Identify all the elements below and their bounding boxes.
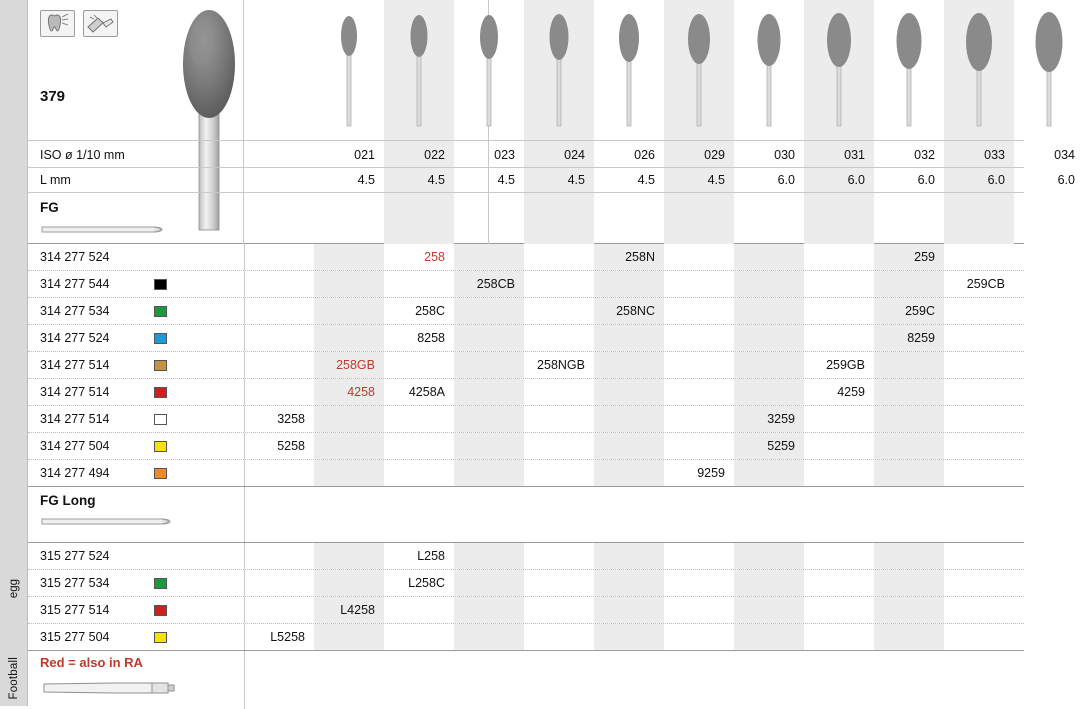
fg-long-label: FG Long <box>40 493 96 508</box>
cell-band <box>244 406 1024 432</box>
cell <box>454 325 524 351</box>
header-rule <box>28 140 1024 141</box>
ra-shank-icon <box>40 679 188 702</box>
color-swatch <box>154 632 167 643</box>
reference-number: 314 277 544 <box>40 277 110 291</box>
cell <box>314 624 384 650</box>
cell <box>384 624 454 650</box>
cell <box>664 543 734 569</box>
cell: 258NGB <box>537 358 585 372</box>
cell <box>314 271 384 297</box>
cell <box>664 406 734 432</box>
cell: 258NC <box>594 298 664 324</box>
cell <box>874 624 944 650</box>
iso-value: 023 <box>494 148 515 162</box>
cell <box>804 406 874 432</box>
size-column <box>734 0 804 244</box>
table-row[interactable] <box>28 379 1024 406</box>
cell <box>874 433 944 459</box>
size-column <box>594 0 664 244</box>
side-tab-football: Football <box>8 657 20 700</box>
cell-band <box>244 433 1024 459</box>
cell <box>664 244 734 270</box>
cell <box>594 597 664 623</box>
size-column <box>384 0 454 244</box>
tooth-icon <box>40 10 75 37</box>
reference-number: 315 277 514 <box>40 603 110 617</box>
cell: 3259 <box>734 406 804 432</box>
size-column <box>524 0 594 244</box>
cell <box>524 597 594 623</box>
big-bur-illustration <box>173 8 245 243</box>
length-value: 4.5 <box>427 173 445 187</box>
cell <box>944 570 1014 596</box>
cell <box>734 624 804 650</box>
cell: 259GB <box>826 358 865 372</box>
cell <box>524 379 594 405</box>
cell <box>664 379 734 405</box>
iso-value: 026 <box>634 148 655 162</box>
cell: 4258 <box>314 379 384 405</box>
cell: 259C <box>874 298 944 324</box>
length-value: 6.0 <box>847 173 865 187</box>
table-row[interactable] <box>28 570 1024 597</box>
color-swatch <box>154 441 167 452</box>
cell <box>804 271 874 297</box>
cell <box>244 325 314 351</box>
cell-band <box>244 624 1024 650</box>
length-label: L mm <box>40 173 71 187</box>
cell <box>524 624 594 650</box>
cell <box>804 543 874 569</box>
bur-illustration <box>825 10 853 135</box>
table-row[interactable] <box>28 406 1024 433</box>
cell <box>734 570 804 596</box>
color-swatch <box>154 578 167 589</box>
cell <box>314 543 384 569</box>
cell <box>874 379 944 405</box>
color-swatch <box>154 414 167 425</box>
sheet <box>28 0 1075 706</box>
size-columns <box>244 0 1075 244</box>
cell <box>454 460 524 486</box>
cell <box>244 298 314 324</box>
cell <box>524 433 594 459</box>
reference-number: 314 277 514 <box>40 385 110 399</box>
cell: 4259 <box>837 385 865 399</box>
cell <box>944 433 1014 459</box>
length-value: 4.5 <box>357 173 375 187</box>
iso-value: 033 <box>984 148 1005 162</box>
bur-illustration <box>686 10 712 135</box>
reference-number: 315 277 534 <box>40 576 110 590</box>
cell <box>944 460 1014 486</box>
cell <box>244 460 314 486</box>
cell: 259 <box>874 244 944 270</box>
cell <box>594 325 664 351</box>
color-swatch <box>154 387 167 398</box>
cell: L4258 <box>314 597 384 623</box>
table-row[interactable] <box>28 433 1024 460</box>
cell <box>594 624 664 650</box>
iso-value: 032 <box>914 148 935 162</box>
cell <box>874 271 944 297</box>
color-swatch <box>154 333 167 344</box>
iso-value: 031 <box>844 148 865 162</box>
cell: 258N <box>594 244 664 270</box>
cell <box>734 379 804 405</box>
cell <box>944 406 1014 432</box>
cell: 258C <box>415 304 445 318</box>
cell-band <box>244 379 1024 405</box>
cell <box>454 543 524 569</box>
cell <box>454 597 524 623</box>
cell-band <box>244 543 1024 569</box>
cell <box>804 298 874 324</box>
cell <box>664 597 734 623</box>
cell <box>454 624 524 650</box>
bur-illustration <box>478 10 500 135</box>
red-note: Red = also in RA <box>40 655 143 670</box>
cell <box>734 244 804 270</box>
shape-number: 379 <box>40 88 66 105</box>
cell <box>734 298 804 324</box>
reference-number: 314 277 524 <box>40 331 110 345</box>
table-row[interactable] <box>28 624 1024 651</box>
cell-band <box>244 352 1024 378</box>
cell <box>874 543 944 569</box>
cell: 8258 <box>417 331 445 345</box>
cell <box>594 460 664 486</box>
cell <box>664 271 734 297</box>
cell: 258 <box>424 250 445 264</box>
cell <box>314 406 384 432</box>
cell <box>664 352 734 378</box>
cell: 4258A <box>408 385 445 399</box>
cell <box>524 570 594 596</box>
cell <box>244 244 314 270</box>
cell <box>314 433 384 459</box>
length-value: 6.0 <box>777 173 795 187</box>
color-swatch <box>154 605 167 616</box>
cell <box>524 460 594 486</box>
length-value: 6.0 <box>1057 173 1075 187</box>
color-swatch <box>154 360 167 371</box>
reference-number: 314 277 534 <box>40 304 110 318</box>
cell <box>454 570 524 596</box>
cell <box>944 543 1014 569</box>
fg-section-label: FG <box>40 200 59 215</box>
cell: 258CB <box>454 271 524 297</box>
fg-long-shank-icon <box>40 515 180 533</box>
header <box>28 0 1075 244</box>
cell <box>734 460 804 486</box>
length-value: 4.5 <box>567 173 585 187</box>
cell <box>874 597 944 623</box>
cell <box>804 624 874 650</box>
cell-band <box>244 570 1024 596</box>
cell <box>664 325 734 351</box>
cell <box>524 244 594 270</box>
length-value: 4.5 <box>637 173 655 187</box>
cell: L258 <box>417 549 445 563</box>
cell <box>384 271 454 297</box>
length-value: 6.0 <box>987 173 1005 187</box>
cell <box>944 352 1014 378</box>
iso-value: 021 <box>354 148 375 162</box>
side-tab-egg: egg <box>8 578 20 598</box>
bur-illustration <box>548 10 570 135</box>
table-row[interactable] <box>28 271 1024 298</box>
size-column <box>664 0 734 244</box>
side-tab-strip <box>0 0 28 706</box>
cell-band <box>244 460 1024 486</box>
bur-illustration <box>408 10 430 135</box>
cell <box>384 433 454 459</box>
cell <box>244 597 314 623</box>
cell <box>314 298 384 324</box>
iso-value: 029 <box>704 148 725 162</box>
cell <box>454 379 524 405</box>
iso-value: 030 <box>774 148 795 162</box>
cell <box>384 460 454 486</box>
cell <box>594 570 664 596</box>
cell <box>594 406 664 432</box>
table-row[interactable] <box>28 543 1024 570</box>
cell <box>314 460 384 486</box>
cell <box>454 298 524 324</box>
cell <box>804 325 874 351</box>
cell <box>524 543 594 569</box>
cell <box>244 379 314 405</box>
cell <box>594 271 664 297</box>
size-column <box>314 0 384 244</box>
iso-value: 022 <box>424 148 445 162</box>
cell <box>944 379 1014 405</box>
cell <box>524 298 594 324</box>
cell <box>734 352 804 378</box>
cell <box>384 597 454 623</box>
cell <box>944 597 1014 623</box>
cell <box>454 433 524 459</box>
cell-band <box>244 651 1024 709</box>
cell <box>244 271 314 297</box>
cell <box>804 597 874 623</box>
bur-illustration <box>1033 10 1065 135</box>
cell: L5258 <box>270 630 305 644</box>
fg-shank-icon <box>40 222 180 241</box>
cell <box>454 244 524 270</box>
size-column <box>944 0 1014 244</box>
cell: 5259 <box>734 433 804 459</box>
cell-band <box>244 298 1024 324</box>
length-value: 4.5 <box>497 173 515 187</box>
cell-band <box>244 244 1024 270</box>
cell: 3258 <box>277 412 305 426</box>
cell <box>874 570 944 596</box>
length-value: 4.5 <box>707 173 725 187</box>
cell <box>594 433 664 459</box>
cell <box>664 570 734 596</box>
cell <box>314 244 384 270</box>
cell <box>944 298 1014 324</box>
cell <box>664 433 734 459</box>
cell: 259CB <box>966 277 1005 291</box>
color-swatch <box>154 306 167 317</box>
cell <box>454 352 524 378</box>
iso-value: 034 <box>1054 148 1075 162</box>
cell <box>524 406 594 432</box>
size-column <box>804 0 874 244</box>
cell <box>944 325 1014 351</box>
cell <box>594 379 664 405</box>
cell <box>244 352 314 378</box>
cell: 258GB <box>314 352 384 378</box>
cell: 5258 <box>277 439 305 453</box>
length-value: 6.0 <box>917 173 935 187</box>
cell-band <box>244 325 1024 351</box>
cell <box>244 543 314 569</box>
color-swatch <box>154 279 167 290</box>
fg-long-section-header <box>28 487 1024 543</box>
header-rule <box>28 167 1024 168</box>
cell <box>664 624 734 650</box>
cell <box>314 325 384 351</box>
bur-illustration <box>963 10 995 135</box>
table-row[interactable] <box>28 352 1024 379</box>
table-row[interactable] <box>28 325 1024 352</box>
cell <box>804 433 874 459</box>
cell <box>804 570 874 596</box>
footnote-row <box>28 651 1024 709</box>
header-rule <box>28 192 1024 193</box>
color-swatch <box>154 468 167 479</box>
table-row[interactable] <box>28 460 1024 487</box>
cell <box>384 352 454 378</box>
reference-number: 314 277 494 <box>40 466 110 480</box>
reference-number: 315 277 524 <box>40 549 110 563</box>
cell <box>874 460 944 486</box>
cell-band <box>244 597 1024 623</box>
cell <box>804 460 874 486</box>
cell <box>594 543 664 569</box>
table-row[interactable] <box>28 244 1024 271</box>
cell <box>664 298 734 324</box>
iso-value: 024 <box>564 148 585 162</box>
cell <box>314 570 384 596</box>
icon-row <box>40 10 118 37</box>
cell <box>804 244 874 270</box>
cell <box>944 624 1014 650</box>
cell <box>594 352 664 378</box>
bur-illustration <box>755 10 783 135</box>
cell <box>734 543 804 569</box>
size-column <box>454 0 524 244</box>
cell <box>734 271 804 297</box>
bur-cut-icon <box>83 10 118 37</box>
cell <box>524 325 594 351</box>
bur-illustration <box>894 10 924 135</box>
size-column <box>874 0 944 244</box>
reference-number: 314 277 514 <box>40 358 110 372</box>
reference-number: 314 277 524 <box>40 250 110 264</box>
reference-number: 315 277 504 <box>40 630 110 644</box>
reference-number: 314 277 504 <box>40 439 110 453</box>
bur-illustration <box>338 10 360 135</box>
cell <box>734 325 804 351</box>
cell <box>874 352 944 378</box>
cell: 8259 <box>874 325 944 351</box>
cell <box>944 244 1014 270</box>
cell: 9259 <box>697 466 725 480</box>
cell-band <box>244 487 1024 542</box>
cell <box>454 406 524 432</box>
cell-band <box>244 271 1024 297</box>
cell <box>524 271 594 297</box>
reference-number: 314 277 514 <box>40 412 110 426</box>
cell <box>384 406 454 432</box>
size-column <box>1014 0 1084 244</box>
cell: L258C <box>408 576 445 590</box>
product-table <box>28 244 1024 709</box>
cell <box>734 597 804 623</box>
cell <box>874 406 944 432</box>
bur-illustration <box>617 10 641 135</box>
table-row[interactable] <box>28 597 1024 624</box>
table-row[interactable] <box>28 298 1024 325</box>
cell <box>244 570 314 596</box>
iso-diameter-label: ISO ø 1/10 mm <box>40 148 125 162</box>
